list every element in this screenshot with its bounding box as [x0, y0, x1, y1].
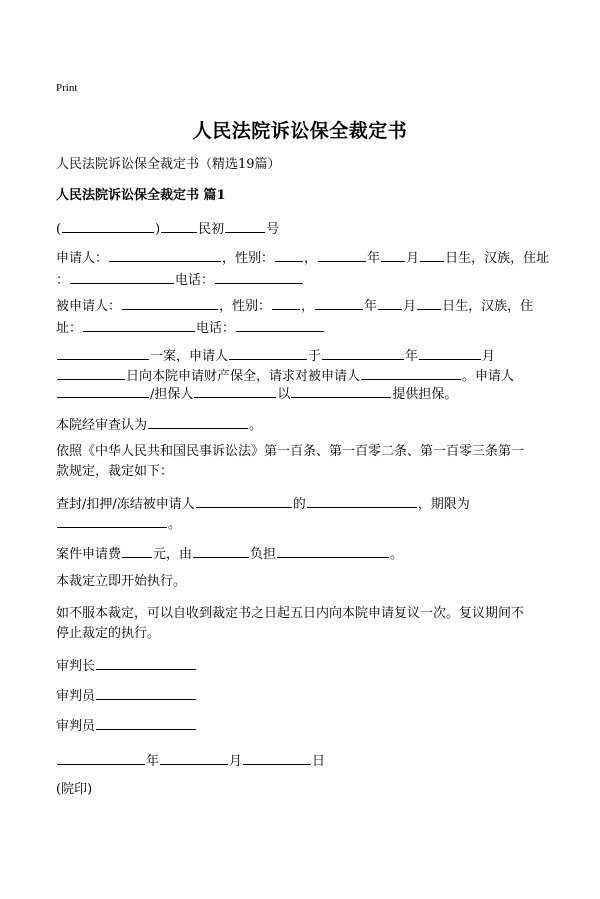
effective-line: 本裁定立即开始执行。	[56, 574, 187, 589]
period-label: ，期限为	[417, 497, 470, 512]
year-label: 年	[367, 251, 381, 266]
blank-respondent-day	[417, 294, 441, 310]
applicant-birth-address: 日生，汉族，住址	[445, 251, 550, 266]
blank-date	[322, 344, 404, 360]
year-label: 年	[405, 349, 419, 364]
appeal-line-2: 停止裁定的执行。	[56, 626, 161, 641]
blank-number	[225, 217, 265, 233]
respondent-birth: 日生，汉族，住	[442, 299, 534, 314]
blank-year	[161, 217, 197, 233]
blank-date-day	[243, 749, 311, 765]
blank-guarantor	[194, 382, 276, 398]
blank-guarantee	[291, 382, 391, 398]
blank-applicant-name	[109, 246, 221, 262]
document-title: 人民法院诉讼保全裁定书	[192, 120, 408, 142]
print-label: Print	[56, 82, 78, 94]
month-label: 月	[229, 754, 243, 769]
respondent-gender-label: ，性别：	[219, 299, 272, 314]
applicant-gender-label: ，性别：	[222, 251, 275, 266]
blank-respondent-address	[83, 316, 195, 332]
blank-judge-2	[96, 714, 196, 730]
yuan-text: 元，由	[153, 547, 193, 562]
month-label: 月	[403, 299, 417, 314]
case-para-line-3	[56, 382, 457, 405]
blank-fee-payer	[193, 542, 249, 558]
provide-text: 提供担保。	[392, 387, 458, 402]
blank-court	[62, 217, 154, 233]
section-heading: 人民法院诉讼保全裁定书 篇1	[56, 188, 226, 203]
legal-basis-line-1: 依照《中华人民共和国民事诉讼法》第一百条、第一百零二条、第一百零三条第一	[56, 444, 525, 459]
fee-text: 案件申请费	[56, 547, 122, 562]
judge-label-2: 审判员	[56, 719, 96, 734]
applicant-label: 申请人：	[56, 251, 109, 266]
period-mark: 。	[390, 547, 404, 562]
period-mark: 。	[249, 418, 263, 433]
guarantor-text: /担保人	[150, 387, 194, 402]
chief-judge-line	[56, 654, 197, 677]
bear-text: 负担	[250, 547, 277, 562]
month-label: 月	[482, 349, 496, 364]
blank-applicant-gender	[275, 246, 303, 262]
fee-line	[56, 542, 403, 565]
applicant-line-1	[56, 246, 549, 269]
yi-text: 以	[277, 387, 291, 402]
blank-property	[361, 364, 461, 380]
blank-chief-judge	[96, 654, 196, 670]
respondent-label: 被申请人：	[56, 299, 122, 314]
blank-review	[148, 413, 248, 429]
apply-text: 日向本院申请财产保全，请求对被申请人	[126, 369, 361, 384]
de-text: 的	[292, 497, 306, 512]
blank-fee-extra	[277, 542, 389, 558]
case-text: 一案，申请人	[150, 349, 229, 364]
judge-line-2	[56, 714, 197, 737]
blank-seize-property	[307, 492, 417, 508]
day-label: 日	[312, 754, 326, 769]
respondent-line-1	[56, 294, 533, 317]
review-line	[56, 413, 262, 436]
blank-case	[57, 344, 149, 360]
blank-applicant-month	[381, 246, 405, 262]
blank-applicant-phone	[215, 268, 303, 284]
applicant-phone-label: 电话：	[175, 273, 215, 288]
comma: ，	[304, 251, 318, 266]
year-label: 年	[364, 299, 378, 314]
blank-seize-respondent	[196, 492, 292, 508]
respondent-address-label: 址：	[56, 321, 83, 336]
blank-respondent-phone	[236, 316, 324, 332]
period-mark: 。	[168, 517, 182, 532]
year-label: 年	[146, 754, 160, 769]
blank-judge-1	[96, 684, 196, 700]
blank-respondent-name	[122, 294, 218, 310]
case-number-suffix: 号	[266, 222, 280, 237]
respondent-phone-label: 电话：	[196, 321, 236, 336]
blank-applicant-name2	[57, 382, 149, 398]
court-seal: (院印)	[56, 782, 93, 797]
blank-applicant-year	[318, 246, 366, 262]
blank-date-month	[160, 749, 228, 765]
comma: ，	[301, 299, 315, 314]
seize-line-2	[56, 512, 181, 535]
colon: ：	[56, 273, 70, 288]
date-line	[56, 749, 325, 772]
blank-respondent-gender	[272, 294, 300, 310]
yu-text: 于	[308, 349, 322, 364]
seize-text: 查封/扣押/冻结被申请人	[56, 497, 195, 512]
blank-day	[57, 364, 125, 380]
blank-applicant	[229, 344, 307, 360]
blank-respondent-month	[378, 294, 402, 310]
case-number-close: )	[155, 222, 161, 237]
blank-month	[419, 344, 481, 360]
case-type: 民初	[198, 222, 225, 237]
appeal-line-1: 如不服本裁定，可以自收到裁定书之日起五日内向本院申请复议一次。复议期间不	[56, 606, 525, 621]
judge-line-1	[56, 684, 197, 707]
blank-fee-amount	[122, 542, 152, 558]
applicant-text: 。申请人	[462, 369, 515, 384]
review-text: 本院经审查认为	[56, 418, 148, 433]
judge-label-1: 审判员	[56, 689, 96, 704]
respondent-line-2	[56, 316, 325, 339]
document-subtitle: 人民法院诉讼保全裁定书（精选19篇）	[56, 157, 281, 172]
legal-basis-line-2: 款规定，裁定如下：	[56, 464, 174, 479]
case-number-open: (	[56, 222, 62, 237]
blank-respondent-year	[315, 294, 363, 310]
applicant-line-2	[56, 268, 304, 291]
month-label: 月	[406, 251, 420, 266]
blank-applicant-day	[420, 246, 444, 262]
blank-seize-period	[57, 512, 167, 528]
case-number-line	[56, 217, 279, 240]
blank-date-year	[57, 749, 145, 765]
chief-judge-label: 审判长	[56, 659, 96, 674]
blank-applicant-address	[70, 268, 174, 284]
